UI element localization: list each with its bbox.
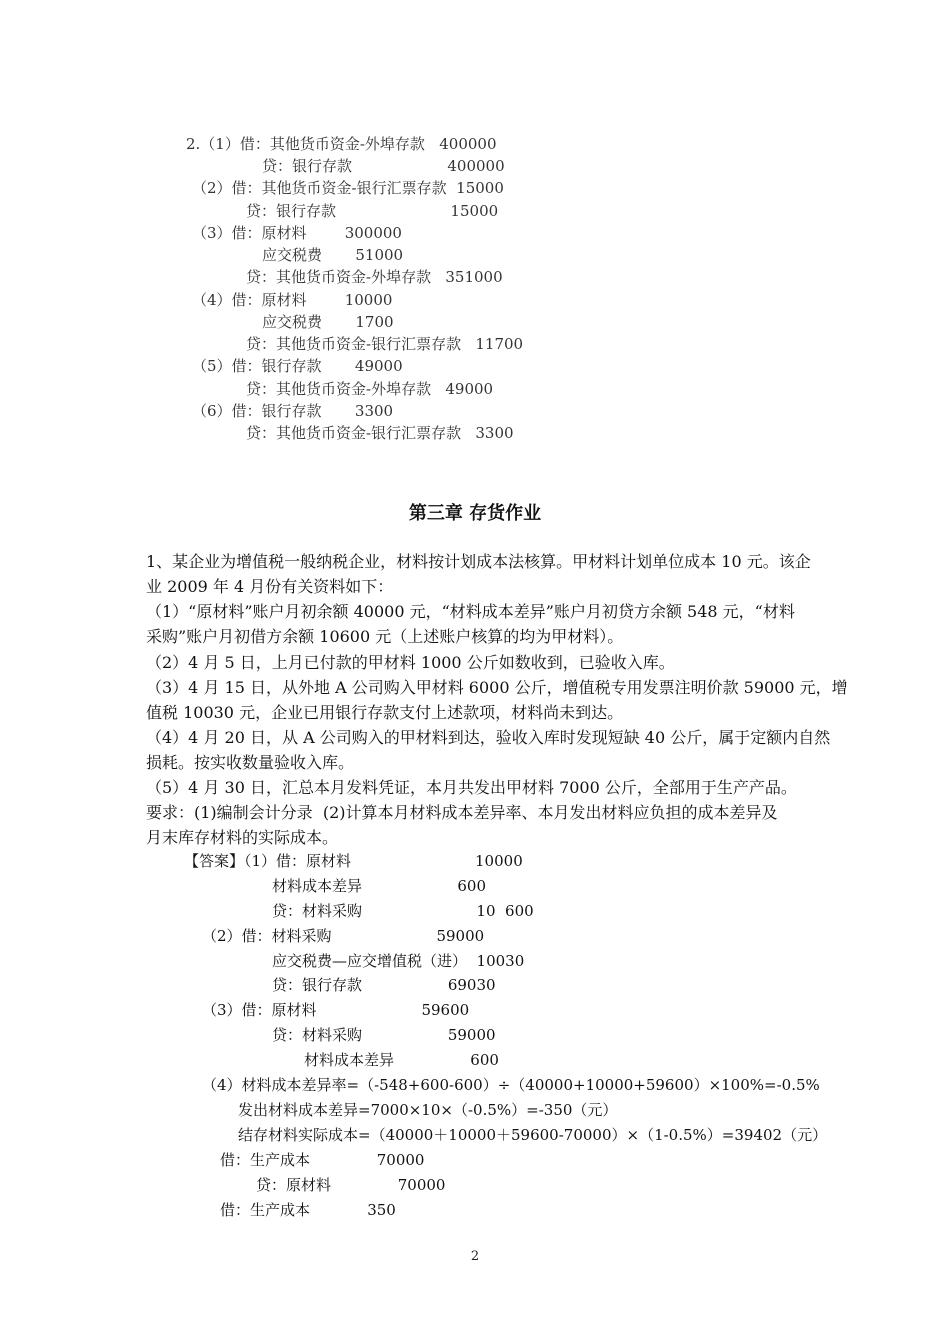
scan-line-2: 贷：银行存款 400000 xyxy=(262,157,505,175)
scan-line-10: 贷：其他货币资金-银行汇票存款 11700 xyxy=(246,335,524,353)
question-line-1: 1、某企业为增值税一般纳税企业，材料按计划成本法核算。甲材料计划单位成本 10 元。该企 xyxy=(146,552,811,571)
answer-line-13: 借：生产成本 70000 xyxy=(220,1151,425,1169)
question-line-4: 采购”账户月初借方余额 10600 元（上述账户核算的均为甲材料）。 xyxy=(146,627,624,646)
scan-line-7: 贷：其他货币资金-外埠存款 351000 xyxy=(246,268,503,286)
question-line-9: 损耗。按实收数量验收入库。 xyxy=(146,753,355,772)
question-line-7: 值税 10030 元，企业已用银行存款支付上述款项，材料尚未到达。 xyxy=(146,703,624,722)
question-line-2: 业 2009 年 4 月份有关资料如下： xyxy=(146,577,394,596)
answer-line-7: （3）借：原材料 59600 xyxy=(202,1001,470,1019)
scan-line-1: 2.（1）借：其他货币资金-外埠存款 400000 xyxy=(186,135,497,153)
scan-line-3: （2）借：其他货币资金-银行汇票存款 15000 xyxy=(192,179,504,197)
scan-line-4: 贷：银行存款 15000 xyxy=(246,202,499,220)
answer-line-2: 材料成本差异 600 xyxy=(272,877,486,895)
question-line-11: 要求：(1)编制会计分录 (2)计算本月材料成本差异率、本月发出材料应负担的成本差异及 xyxy=(146,803,778,822)
scan-line-6: 应交税费 51000 xyxy=(262,246,404,264)
question-line-12: 月末库存材料的实际成本。 xyxy=(146,828,339,847)
question-line-10: （5）4 月 30 日，汇总本月发料凭证，本月共发出甲材料 7000 公斤，全部用于生产产品。 xyxy=(146,778,797,797)
answer-line-12: 结存材料实际成本=（40000＋10000＋59600-70000）×（1-0.5%）=39402（元） xyxy=(238,1126,828,1144)
question-line-6: （3）4 月 15 日，从外地 A 公司购入甲材料 6000 公斤，增值税专用发票注明价款 59000 元，增 xyxy=(146,678,848,697)
answer-line-3: 贷：材料采购 10 600 xyxy=(272,902,534,920)
question-line-3: （1）“原材料”账户月初余额 40000 元，“材料成本差异”账户月初贷方余额 548 元，“材料 xyxy=(146,602,795,621)
page-number: 2 xyxy=(470,1249,480,1264)
scan-line-9: 应交税费 1700 xyxy=(262,313,394,331)
answer-line-1: 【答案】（1）借：原材料 10000 xyxy=(184,852,523,870)
scan-line-5: （3）借：原材料 300000 xyxy=(192,224,402,242)
scan-line-12: 贷：其他货币资金-外埠存款 49000 xyxy=(246,380,494,398)
scan-line-13: （6）借：银行存款 3300 xyxy=(192,402,394,420)
answer-line-8: 贷：材料采购 59000 xyxy=(272,1026,496,1044)
answer-line-15: 借：生产成本 350 xyxy=(220,1201,396,1219)
answer-line-4: （2）借：材料采购 59000 xyxy=(202,927,485,945)
answer-line-6: 贷：银行存款 69030 xyxy=(272,976,496,994)
question-line-8: （4）4 月 20 日，从 A 公司购入的甲材料到达，验收入库时发现短缺 40 公斤，属于定额内自然 xyxy=(146,728,831,747)
answer-line-9: 材料成本差异 600 xyxy=(304,1051,499,1069)
scan-line-11: （5）借：银行存款 49000 xyxy=(192,357,403,375)
answer-line-14: 贷：原材料 70000 xyxy=(256,1176,446,1194)
answer-line-10: （4）材料成本差异率=（-548+600-600）÷（40000+10000+59600）×100%=-0.5% xyxy=(202,1076,820,1094)
scan-line-14: 贷：其他货币资金-银行汇票存款 3300 xyxy=(246,424,514,442)
chapter-title: 第三章 存货作业 xyxy=(408,503,542,524)
answer-line-11: 发出材料成本差异=7000×10×（-0.5%）=-350（元） xyxy=(238,1101,618,1119)
scan-line-8: （4）借：原材料 10000 xyxy=(192,291,393,309)
question-line-5: （2）4 月 5 日，上月已付款的甲材料 1000 公斤如数收到，已验收入库。 xyxy=(146,653,675,672)
answer-line-5: 应交税费—应交增值税（进） 10030 xyxy=(272,952,525,970)
